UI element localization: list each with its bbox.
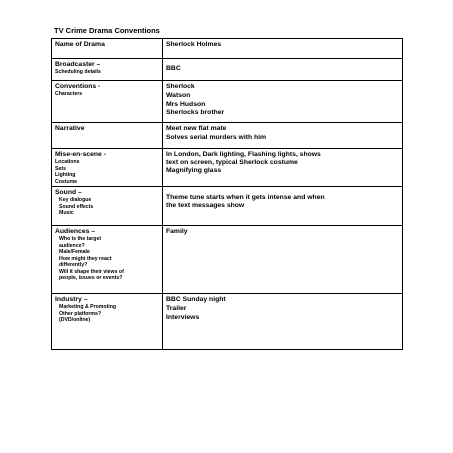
label-cell bbox=[52, 226, 163, 294]
cell-value: text on screen, typical Sherlock costume bbox=[166, 159, 298, 167]
label-cell bbox=[52, 149, 163, 187]
value-cell bbox=[163, 59, 403, 81]
row-label: Sound – bbox=[55, 189, 82, 197]
cell-value: the text messages show bbox=[166, 202, 245, 210]
row-sublabel: Male/Female bbox=[59, 249, 90, 256]
value-cell bbox=[163, 123, 403, 149]
table-row-name-of-drama bbox=[52, 39, 403, 59]
row-label: Audiences – bbox=[55, 228, 96, 236]
row-label: Mise-en-scene - bbox=[55, 151, 106, 158]
table-row-industry bbox=[52, 294, 403, 350]
cell-value: Watson bbox=[166, 91, 191, 99]
cell-value: BBC Sunday night bbox=[166, 296, 226, 304]
value-cell bbox=[163, 294, 403, 350]
table-row-conventions bbox=[52, 81, 403, 123]
row-sublabel: Other platforms? bbox=[59, 310, 102, 317]
cell-value: BBC bbox=[166, 65, 181, 72]
row-label: Industry – bbox=[55, 296, 88, 304]
conventions-table bbox=[51, 38, 403, 350]
row-sublabel: Music bbox=[59, 210, 74, 217]
row-sublabel: (DVD/online) bbox=[59, 317, 91, 324]
table-row-broadcaster bbox=[52, 59, 403, 81]
cell-value: Sherlocks brother bbox=[166, 109, 225, 117]
value-cell bbox=[163, 226, 403, 294]
value-cell bbox=[163, 39, 403, 59]
cell-value: Family bbox=[166, 228, 188, 236]
value-cell bbox=[163, 149, 403, 187]
document-title: TV Crime Drama Conventions bbox=[54, 26, 160, 35]
label-cell bbox=[52, 59, 163, 81]
cell-value: Magnifying glass bbox=[166, 167, 222, 175]
label-cell bbox=[52, 123, 163, 149]
cell-value: Solves serial murders with him bbox=[166, 133, 267, 141]
row-sublabel: Sound effects bbox=[59, 203, 94, 210]
row-sublabel: people, issues or events? bbox=[59, 275, 123, 282]
value-cell bbox=[163, 81, 403, 123]
row-label: Conventions - bbox=[55, 83, 101, 90]
row-sublabel: Who is the target bbox=[59, 236, 102, 243]
table-row-sound bbox=[52, 187, 403, 226]
row-sublabel: Marketing & Promoting bbox=[59, 304, 117, 311]
cell-value: Meet new flat mate bbox=[166, 125, 227, 132]
row-sublabel: audience? bbox=[59, 242, 85, 249]
row-sublabel: differently? bbox=[59, 262, 88, 269]
label-cell bbox=[52, 39, 163, 59]
row-sublabel: Lighting bbox=[55, 172, 76, 179]
cell-value: Theme tune starts when it gets intense and when bbox=[166, 194, 325, 202]
cell-value: Sherlock Holmes bbox=[166, 41, 222, 48]
value-cell bbox=[163, 187, 403, 226]
label-cell bbox=[52, 294, 163, 350]
row-sublabel: Scheduling details bbox=[55, 69, 101, 76]
cell-value: Interviews bbox=[166, 313, 200, 321]
table-row-mise-en-scene bbox=[52, 149, 403, 187]
row-label: Narrative bbox=[55, 125, 85, 132]
row-sublabel: How might they react bbox=[59, 255, 112, 262]
cell-value: Trailer bbox=[166, 304, 187, 312]
label-cell bbox=[52, 81, 163, 123]
row-sublabel: Characters bbox=[55, 91, 83, 98]
row-label: Name of Drama bbox=[55, 41, 105, 48]
row-sublabel: Locations bbox=[55, 159, 80, 166]
label-cell bbox=[52, 187, 163, 226]
table-row-narrative bbox=[52, 123, 403, 149]
cell-value: In London, Dark lighting, Flashing lights, shows bbox=[166, 151, 321, 158]
row-sublabel: Costume bbox=[55, 178, 78, 185]
row-sublabel: Key dialogue bbox=[59, 197, 92, 204]
row-label: Broadcaster – bbox=[55, 61, 101, 68]
cell-value: Sherlock bbox=[166, 83, 195, 90]
row-sublabel: Sets bbox=[55, 165, 66, 172]
table-row-audiences bbox=[52, 226, 403, 294]
cell-value: Mrs Hudson bbox=[166, 100, 206, 108]
row-sublabel: Will it shape their views of bbox=[59, 268, 124, 275]
